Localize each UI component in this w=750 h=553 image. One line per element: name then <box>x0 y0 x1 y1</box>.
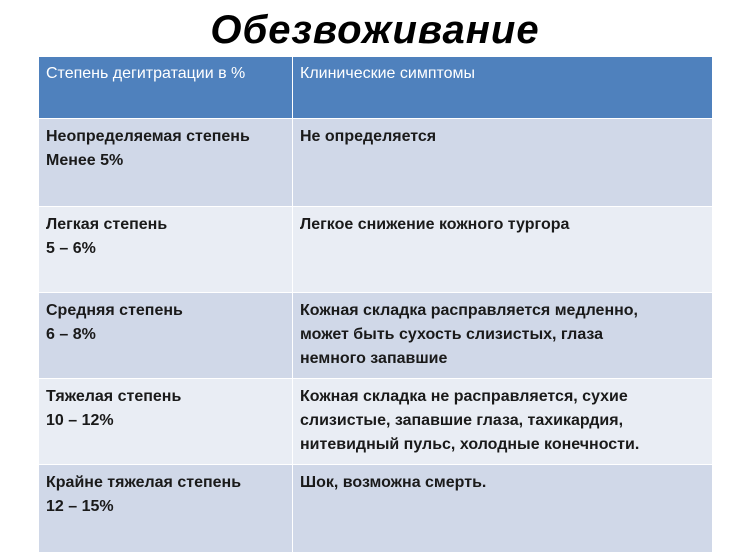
symptoms-text: слизистые, запавшие глаза, тахикардия, <box>300 412 624 429</box>
degree-cell <box>39 379 293 465</box>
degree-name: Легкая степень <box>46 216 168 233</box>
symptoms-text: Не определяется <box>300 128 437 145</box>
dehydration-table <box>38 56 713 553</box>
symptoms-cell <box>293 119 713 207</box>
header-symptoms: Клинические симптомы <box>293 57 713 119</box>
degree-cell <box>39 293 293 379</box>
degree-percent: 5 – 6% <box>46 240 96 257</box>
symptoms-text: Кожная складка не расправляется, сухие <box>300 388 628 405</box>
header-degree: Степень дегитратации в % <box>39 57 293 119</box>
table-row <box>39 119 713 207</box>
degree-name: Неопределяемая степень <box>46 128 250 145</box>
degree-name: Крайне тяжелая степень <box>46 474 242 491</box>
symptoms-text: Легкое снижение кожного тургора <box>300 216 570 233</box>
table-row <box>39 465 713 553</box>
slide-title: Обезвоживание <box>210 8 540 52</box>
symptoms-cell <box>293 379 713 465</box>
degree-percent: 12 – 15% <box>46 498 114 515</box>
degree-percent: Менее 5% <box>46 152 124 169</box>
table-row <box>39 293 713 379</box>
symptoms-text: немного запавшие <box>300 350 448 367</box>
symptoms-cell <box>293 207 713 293</box>
symptoms-text: Шок, возможна смерть. <box>300 474 487 491</box>
degree-name: Тяжелая степень <box>46 388 182 405</box>
degree-cell <box>39 207 293 293</box>
table-row <box>39 207 713 293</box>
symptoms-text: может быть сухость слизистых, глаза <box>300 326 604 343</box>
degree-percent: 10 – 12% <box>46 412 114 429</box>
degree-name: Средняя степень <box>46 302 183 319</box>
symptoms-text: Кожная складка расправляется медленно, <box>300 302 638 319</box>
symptoms-cell <box>293 293 713 379</box>
symptoms-text: нитевидный пульс, холодные конечности. <box>300 436 640 453</box>
table-header-row <box>39 57 713 119</box>
degree-percent: 6 – 8% <box>46 326 96 343</box>
table-row <box>39 379 713 465</box>
degree-cell <box>39 465 293 553</box>
symptoms-cell <box>293 465 713 553</box>
degree-cell <box>39 119 293 207</box>
